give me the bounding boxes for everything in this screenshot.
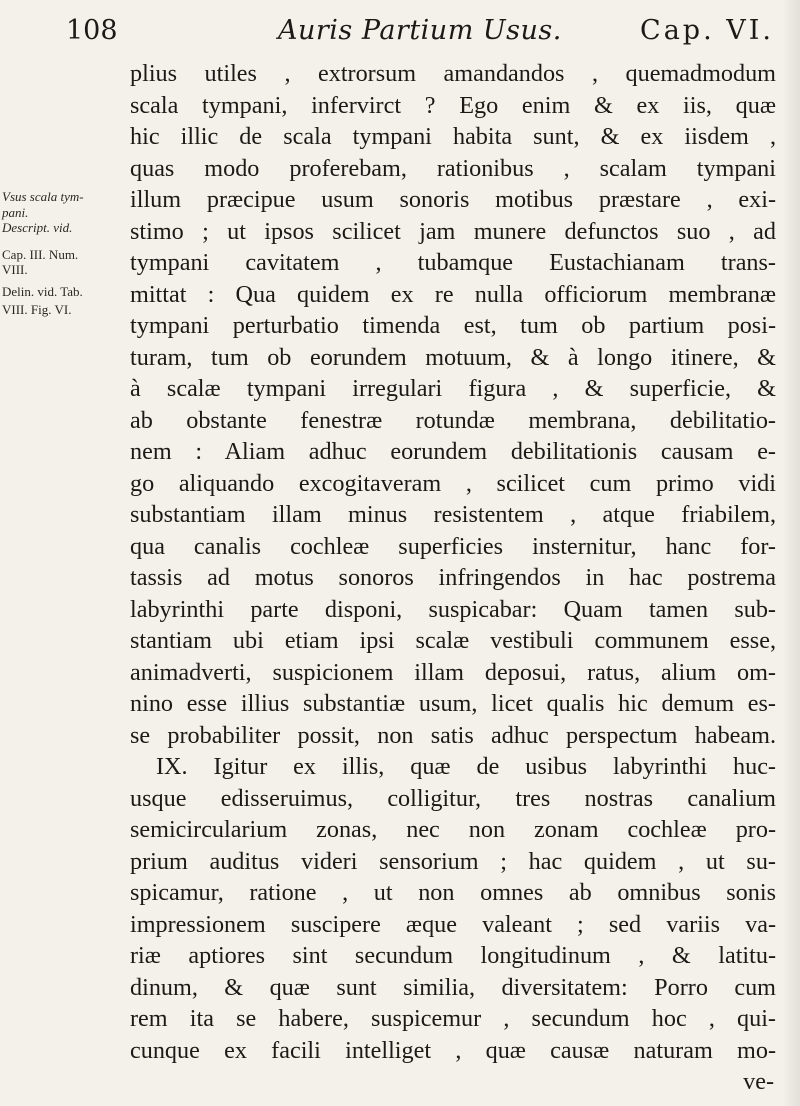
- catchword: ve-: [743, 1068, 774, 1095]
- text-line: stimo ; ut ipsos scilicet jam munere defunctos suo , ad: [130, 217, 776, 245]
- margin-note: Delin. vid. Tab.: [2, 284, 83, 299]
- text-line: hic illic de scala tympani habita sunt, & ex iisdem ,: [130, 123, 776, 150]
- text-line: stantiam ubi etiam ipsi scalæ vestibuli communem esse,: [130, 627, 776, 654]
- text-line: nem : Aliam adhuc eorundem debilitationis causam e-: [130, 438, 776, 465]
- text-line: illum præcipue usum sonoris motibus præstare , exi-: [130, 186, 776, 213]
- text-line: go aliquando excogitaveram , scilicet cum primo vidi: [130, 469, 776, 497]
- paragraph-start-line: IX. Igitur ex illis, quæ de usibus labyrinthi huc-: [156, 753, 776, 780]
- text-line: se probabiliter possit, non satis adhuc perspectum habeam.: [130, 721, 776, 749]
- text-line: plius utiles , extrorsum amandandos , quemadmodum: [130, 60, 776, 87]
- margin-note: Vsus scala tym-: [2, 189, 84, 204]
- text-line: riæ aptiores sint secundum longitudinum , & latitu-: [130, 942, 776, 969]
- text-line: labyrinthi parte disponi, suspicabar: Quam tamen sub-: [130, 595, 776, 623]
- running-header: [62, 8, 774, 54]
- text-line: à scalæ tympani irregulari figura , & superficie, &: [130, 375, 776, 402]
- running-title: Auris Partium Usus.: [278, 15, 562, 46]
- text-line: qua canalis cochleæ superficies insternitur, hanc for-: [130, 532, 776, 560]
- text-line: scala tympani, infervirct ? Ego enim & ex iis, quæ: [130, 91, 776, 119]
- text-line: spicamur, ratione , ut non omnes ab omnibus sonis: [130, 879, 776, 906]
- text-line: mittat : Qua quidem ex re nulla officiorum membranæ: [130, 280, 776, 308]
- text-line: nino esse illius substantiæ usum, licet qualis hic demum es-: [130, 690, 776, 717]
- page-edge-shadow: [782, 0, 800, 1106]
- page-number: 108: [66, 15, 118, 46]
- text-line: animadverti, suspicionem illam deposui, ratus, alium om-: [130, 658, 776, 686]
- text-line: semicircularium zonas, nec non zonam cochleæ pro-: [130, 816, 776, 843]
- text-line: tympani cavitatem , tubamque Eustachianam trans-: [130, 249, 776, 276]
- text-line: quas modo proferebam, rationibus , scalam tympani: [130, 154, 776, 182]
- chapter-label: Cap. VI.: [640, 15, 774, 46]
- body-text: [130, 58, 776, 1098]
- text-line: usque edisseruimus, colligitur, tres nostras canalium: [130, 784, 776, 812]
- margin-note: Cap. III. Num.: [2, 247, 79, 262]
- margin-note: VIII. Fig. VI.: [2, 302, 72, 317]
- text-line: rem ita se habere, suspicemur , secundum hoc , qui-: [130, 1005, 776, 1032]
- text-line: tympani perturbatio timenda est, tum ob partium posi-: [130, 312, 776, 339]
- text-line: ab obstante fenestræ rotundæ membrana, debilitatio-: [130, 406, 776, 434]
- margin-note: VIII.: [2, 262, 28, 277]
- margin-note: Descript. vid.: [2, 220, 73, 235]
- text-line: cunque ex facili intelliget , quæ causæ naturam mo-: [130, 1036, 776, 1064]
- text-line: impressionem suscipere æque valeant ; sed variis va-: [130, 910, 776, 938]
- text-line: tassis ad motus sonoros infringendos in hac postrema: [130, 564, 776, 591]
- text-line: substantiam illam minus resistentem , atque friabilem,: [130, 501, 776, 528]
- text-line: turam, tum ob eorundem motuum, & à longo itinere, &: [130, 343, 776, 371]
- margin-note: pani.: [2, 205, 29, 220]
- text-line: prium auditus videri sensorium ; hac quidem , ut su-: [130, 847, 776, 875]
- text-line: dinum, & quæ sunt similia, diversitatem: Porro cum: [130, 973, 776, 1001]
